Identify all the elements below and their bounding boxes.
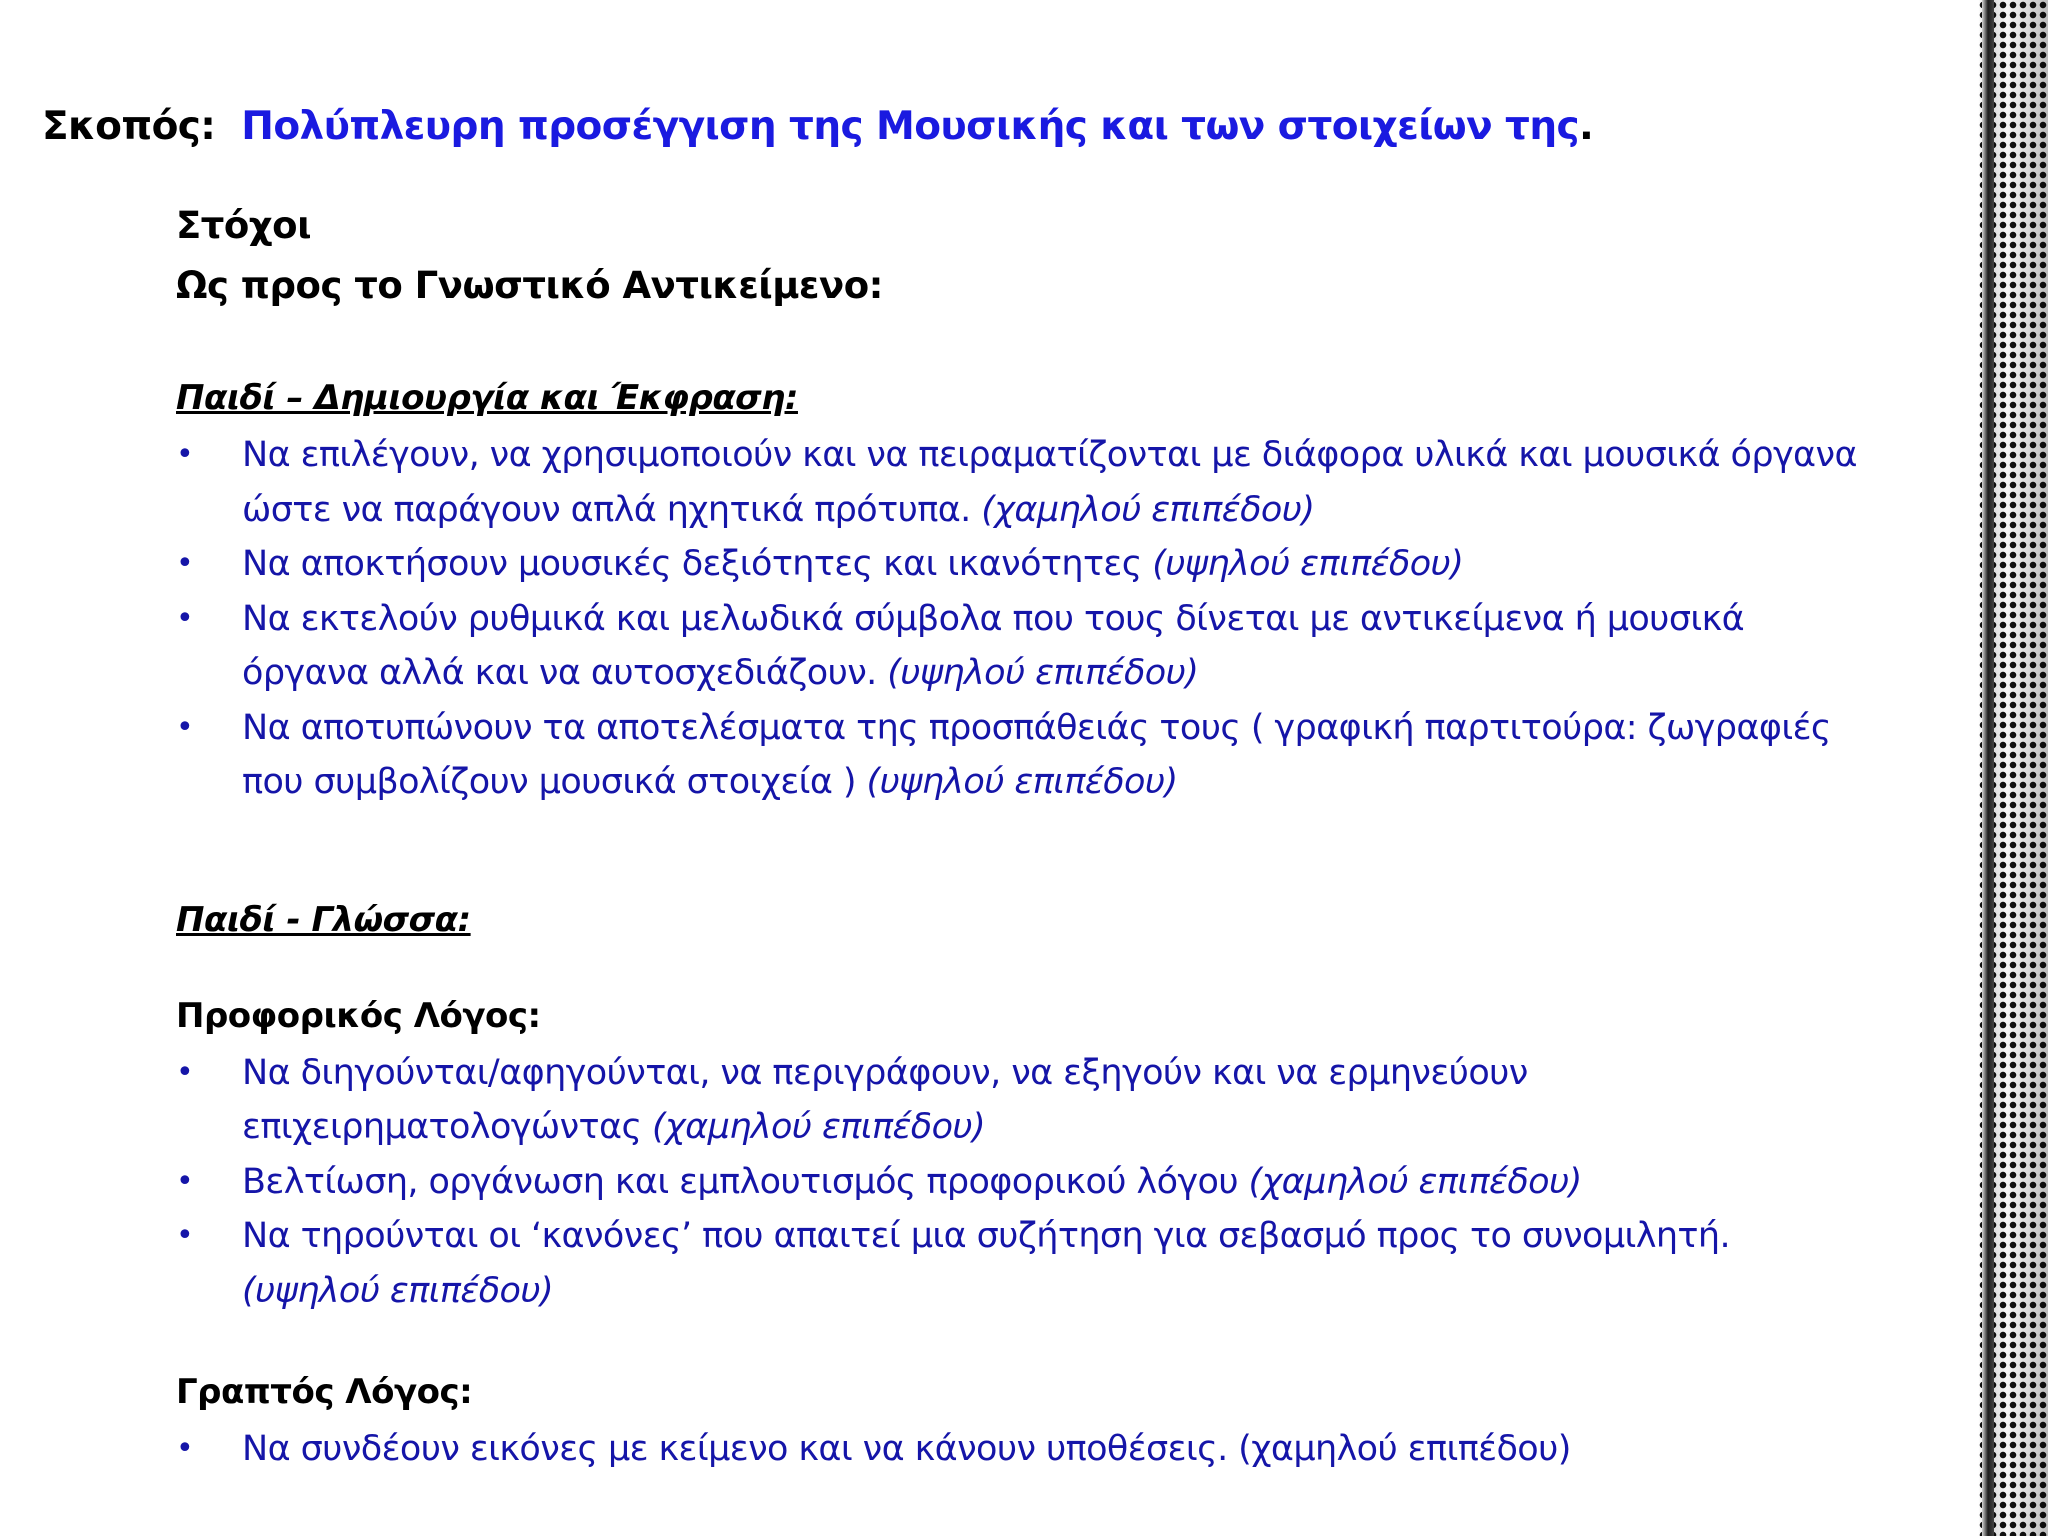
list-item [176,1422,1876,1477]
aim-end: . [1579,104,1594,149]
level-label: (υψηλού επιπέδου) [242,1270,554,1311]
bullet-text: Να συνδέουν εικόνες με κείμενο και να κάνουν υποθέσεις. [242,1429,1239,1469]
level-label: (υψηλού επιπέδου) [887,653,1199,693]
list-item [176,428,1876,537]
aim-label: Σκοπός: [42,104,216,149]
aim-line [42,104,1593,149]
list-item [176,1155,1876,1210]
decorative-edge-pattern [1978,0,2048,1536]
bullet-text: Να αποτυπώνουν τα αποτελέσματα της προσπάθειάς τους ( γραφική παρτιτούρα: ζωγραφιές που συμβολίζουν μουσικά στοιχεία ) [242,707,1831,802]
bullet-text: Να αποκτήσουν μουσικές δεξιότητες και ικανότητες [242,544,1153,584]
level-label: (χαμηλού επιπέδου) [651,1107,986,1147]
bullet-text: Βελτίωση, οργάνωση και εμπλουτισμός προφορικού λόγου [242,1161,1249,1202]
slide-content [176,196,1876,1477]
level-label: (χαμηλού επιπέδου) [1238,1429,1571,1469]
level-label: (υψηλού επιπέδου) [1152,544,1464,584]
oral-speech-title: Προφορικός Λόγος: [176,995,541,1036]
list-item [176,1046,1876,1155]
bullet-icon: • [176,1054,194,1090]
bullet-icon: • [176,437,194,472]
section-heading-creation: Παιδί – Δημιουργία και Έκφραση: [176,378,798,418]
bullet-icon: • [176,709,194,745]
list-item [176,537,1876,592]
written-speech-title: Γραπτός Λόγος: [176,1372,473,1412]
list-item [176,1209,1876,1318]
bullet-text: Να εκτελούν ρυθμικά και μελωδικά σύμβολα που τους δίνεται με αντικείμενα ή μουσικά όργανα αλλά και να αυτοσχεδιάζουν. [242,598,1745,693]
cognitive-title: Ως προς το Γνωστικό Αντικείμενο: [176,264,883,307]
section-heading-language: Παιδί - Γλώσσα: [176,899,471,940]
aim-text: Πολύπλευρη προσέγγιση της Μουσικής και των στοιχείων της [241,104,1580,149]
bullet-text: Να επιλέγουν, να χρησιμοποιούν και να πειραματίζονται με διάφορα υλικά και μουσικά όργανα ώστε να παράγουν απλά ηχητικά πρότυπα. [242,435,1857,530]
bullet-icon: • [176,546,194,581]
bullet-icon: • [176,600,194,636]
bullet-icon: • [176,1218,194,1253]
bullet-icon: • [176,1163,194,1199]
bullet-text: Να τηρούνται οι ‘κανόνες’ που απαιτεί μια συζήτηση για σεβασμό προς το συνομιλητή. [242,1216,1731,1256]
oral-bullet-list [176,1046,1876,1319]
creation-bullet-list [176,428,1876,810]
list-item [176,701,1876,810]
list-item [176,592,1876,701]
bullet-icon: • [176,1431,194,1466]
level-label: (χαμηλού επιπέδου) [981,489,1315,530]
level-label: (υψηλού επιπέδου) [866,762,1178,802]
written-bullet-list [176,1422,1876,1477]
level-label: (χαμηλού επιπέδου) [1248,1161,1582,1202]
goals-title: Στόχοι [176,204,312,247]
bullet-text: Να διηγούνται/αφηγούνται, να περιγράφουν, να εξηγούν και να ερμηνεύουν επιχειρηματολογώντας [242,1052,1528,1147]
